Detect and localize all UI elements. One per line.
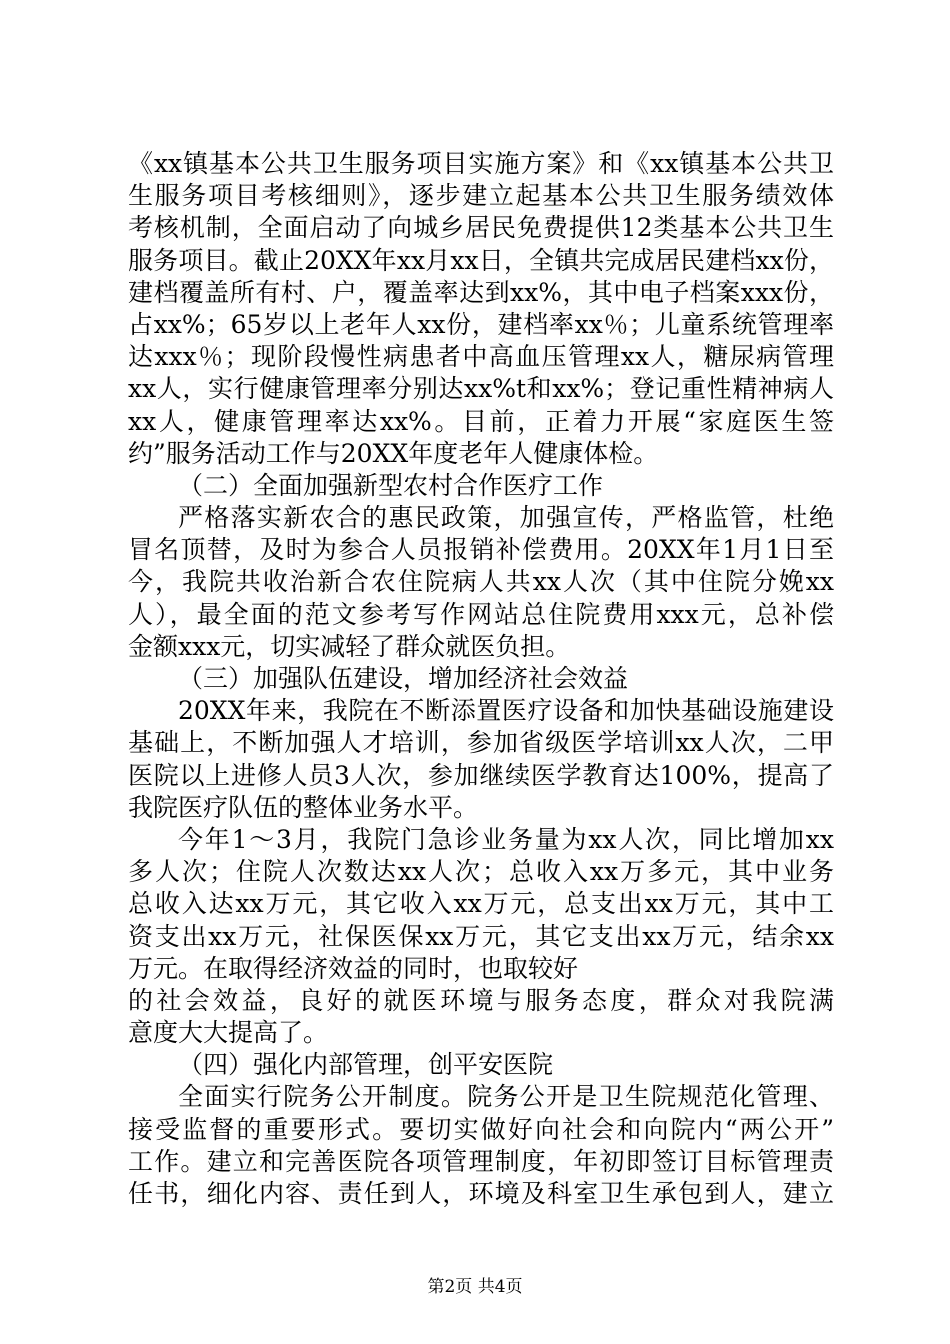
text-line: 考核机制，全面启动了向城乡居民免费提供12类基本公共卫生 bbox=[128, 213, 834, 243]
text-line: 全面实行院务公开制度。院务公开是卫生院规范化管理、 bbox=[178, 1082, 834, 1112]
text-line: 多人次；住院人次数达xx人次；总收入xx万多元，其中业务 bbox=[128, 857, 834, 887]
text-line: 今年1～3月，我院门急诊业务量为xx人次，同比增加xx bbox=[178, 824, 834, 854]
text-line: 总收入达xx万元，其它收入xx万元，总支出xx万元，其中工 bbox=[128, 889, 834, 919]
text-line: xx人，实行健康管理率分别达xx%t和xx%；登记重性精神病人 bbox=[128, 374, 834, 404]
page-footer: 第2页 共4页 bbox=[427, 1277, 523, 1297]
text-line: 生服务项目考核细则》，逐步建立起基本公共卫生服务绩效体 bbox=[128, 181, 834, 211]
text-line: 约”服务活动工作与20XX年度老年人健康体检。 bbox=[128, 438, 659, 468]
text-line: 万元。在取得经济效益的同时，也取较好 bbox=[128, 953, 579, 983]
text-line: 的社会效益，良好的就医环境与服务态度，群众对我院满 bbox=[128, 985, 834, 1015]
text-line: 今，我院共收治新合农住院病人共xx人次（其中住院分娩xx bbox=[128, 567, 834, 597]
text-line: 达xxx％；现阶段慢性病患者中高血压管理xx人，糖尿病管理 bbox=[128, 342, 834, 372]
text-line: xx人，健康管理率达xx%。目前，正着力开展“家庭医生签 bbox=[128, 406, 834, 436]
text-line: 金额xxx元，切实减轻了群众就医负担。 bbox=[128, 631, 571, 661]
text-line: （四）强化内部管理，创平安医院 bbox=[178, 1050, 554, 1080]
text-line: 我院医疗队伍的整体业务水平。 bbox=[128, 792, 479, 822]
text-line: （三）加强队伍建设，增加经济社会效益 bbox=[178, 664, 629, 693]
text-line: 人），最全面的范文参考写作网站总住院费用xxx元，总补偿 bbox=[128, 599, 834, 629]
text-line: 接受监督的重要形式。要切实做好向社会和向院内“两公开” bbox=[128, 1114, 834, 1144]
text-line: 任书，细化内容、责任到人，环境及科室卫生承包到人，建立 bbox=[128, 1179, 834, 1208]
text-line: 工作。建立和完善医院各项管理制度，年初即签订目标管理责 bbox=[128, 1146, 834, 1176]
text-line: 服务项目。截止20XX年xx月xx日，全镇共完成居民建档xx份， bbox=[128, 245, 834, 275]
text-line: 严格落实新农合的惠民政策，加强宣传，严格监管，杜绝 bbox=[178, 503, 834, 533]
text-line: 医院以上进修人员3人次，参加继续医学教育达100%，提高了 bbox=[128, 760, 834, 790]
text-line: 建档覆盖所有村、户，覆盖率达到xx%，其中电子档案xxx份， bbox=[128, 277, 834, 307]
text-line: （二）全面加强新型农村合作医疗工作 bbox=[178, 470, 604, 500]
body-text bbox=[128, 148, 834, 1210]
text-line: 基础上，不断加强人才培训，参加省级医学培训xx人次，二甲 bbox=[128, 728, 834, 758]
text-line: 20XX年来，我院在不断添置医疗设备和加快基础设施建设 bbox=[178, 696, 834, 726]
text-line: 意度大大提高了。 bbox=[128, 1018, 329, 1048]
text-line: 占xx%；65岁以上老年人xx份，建档率xx％；儿童系统管理率 bbox=[128, 309, 834, 339]
text-line: 《xx镇基本公共卫生服务项目实施方案》和《xx镇基本公共卫 bbox=[128, 149, 834, 178]
text-line: 资支出xx万元，社保医保xx万元，其它支出xx万元，结余xx bbox=[128, 921, 834, 951]
text-line: 冒名顶替，及时为参合人员报销补偿费用。20XX年1月1日至 bbox=[128, 535, 834, 565]
